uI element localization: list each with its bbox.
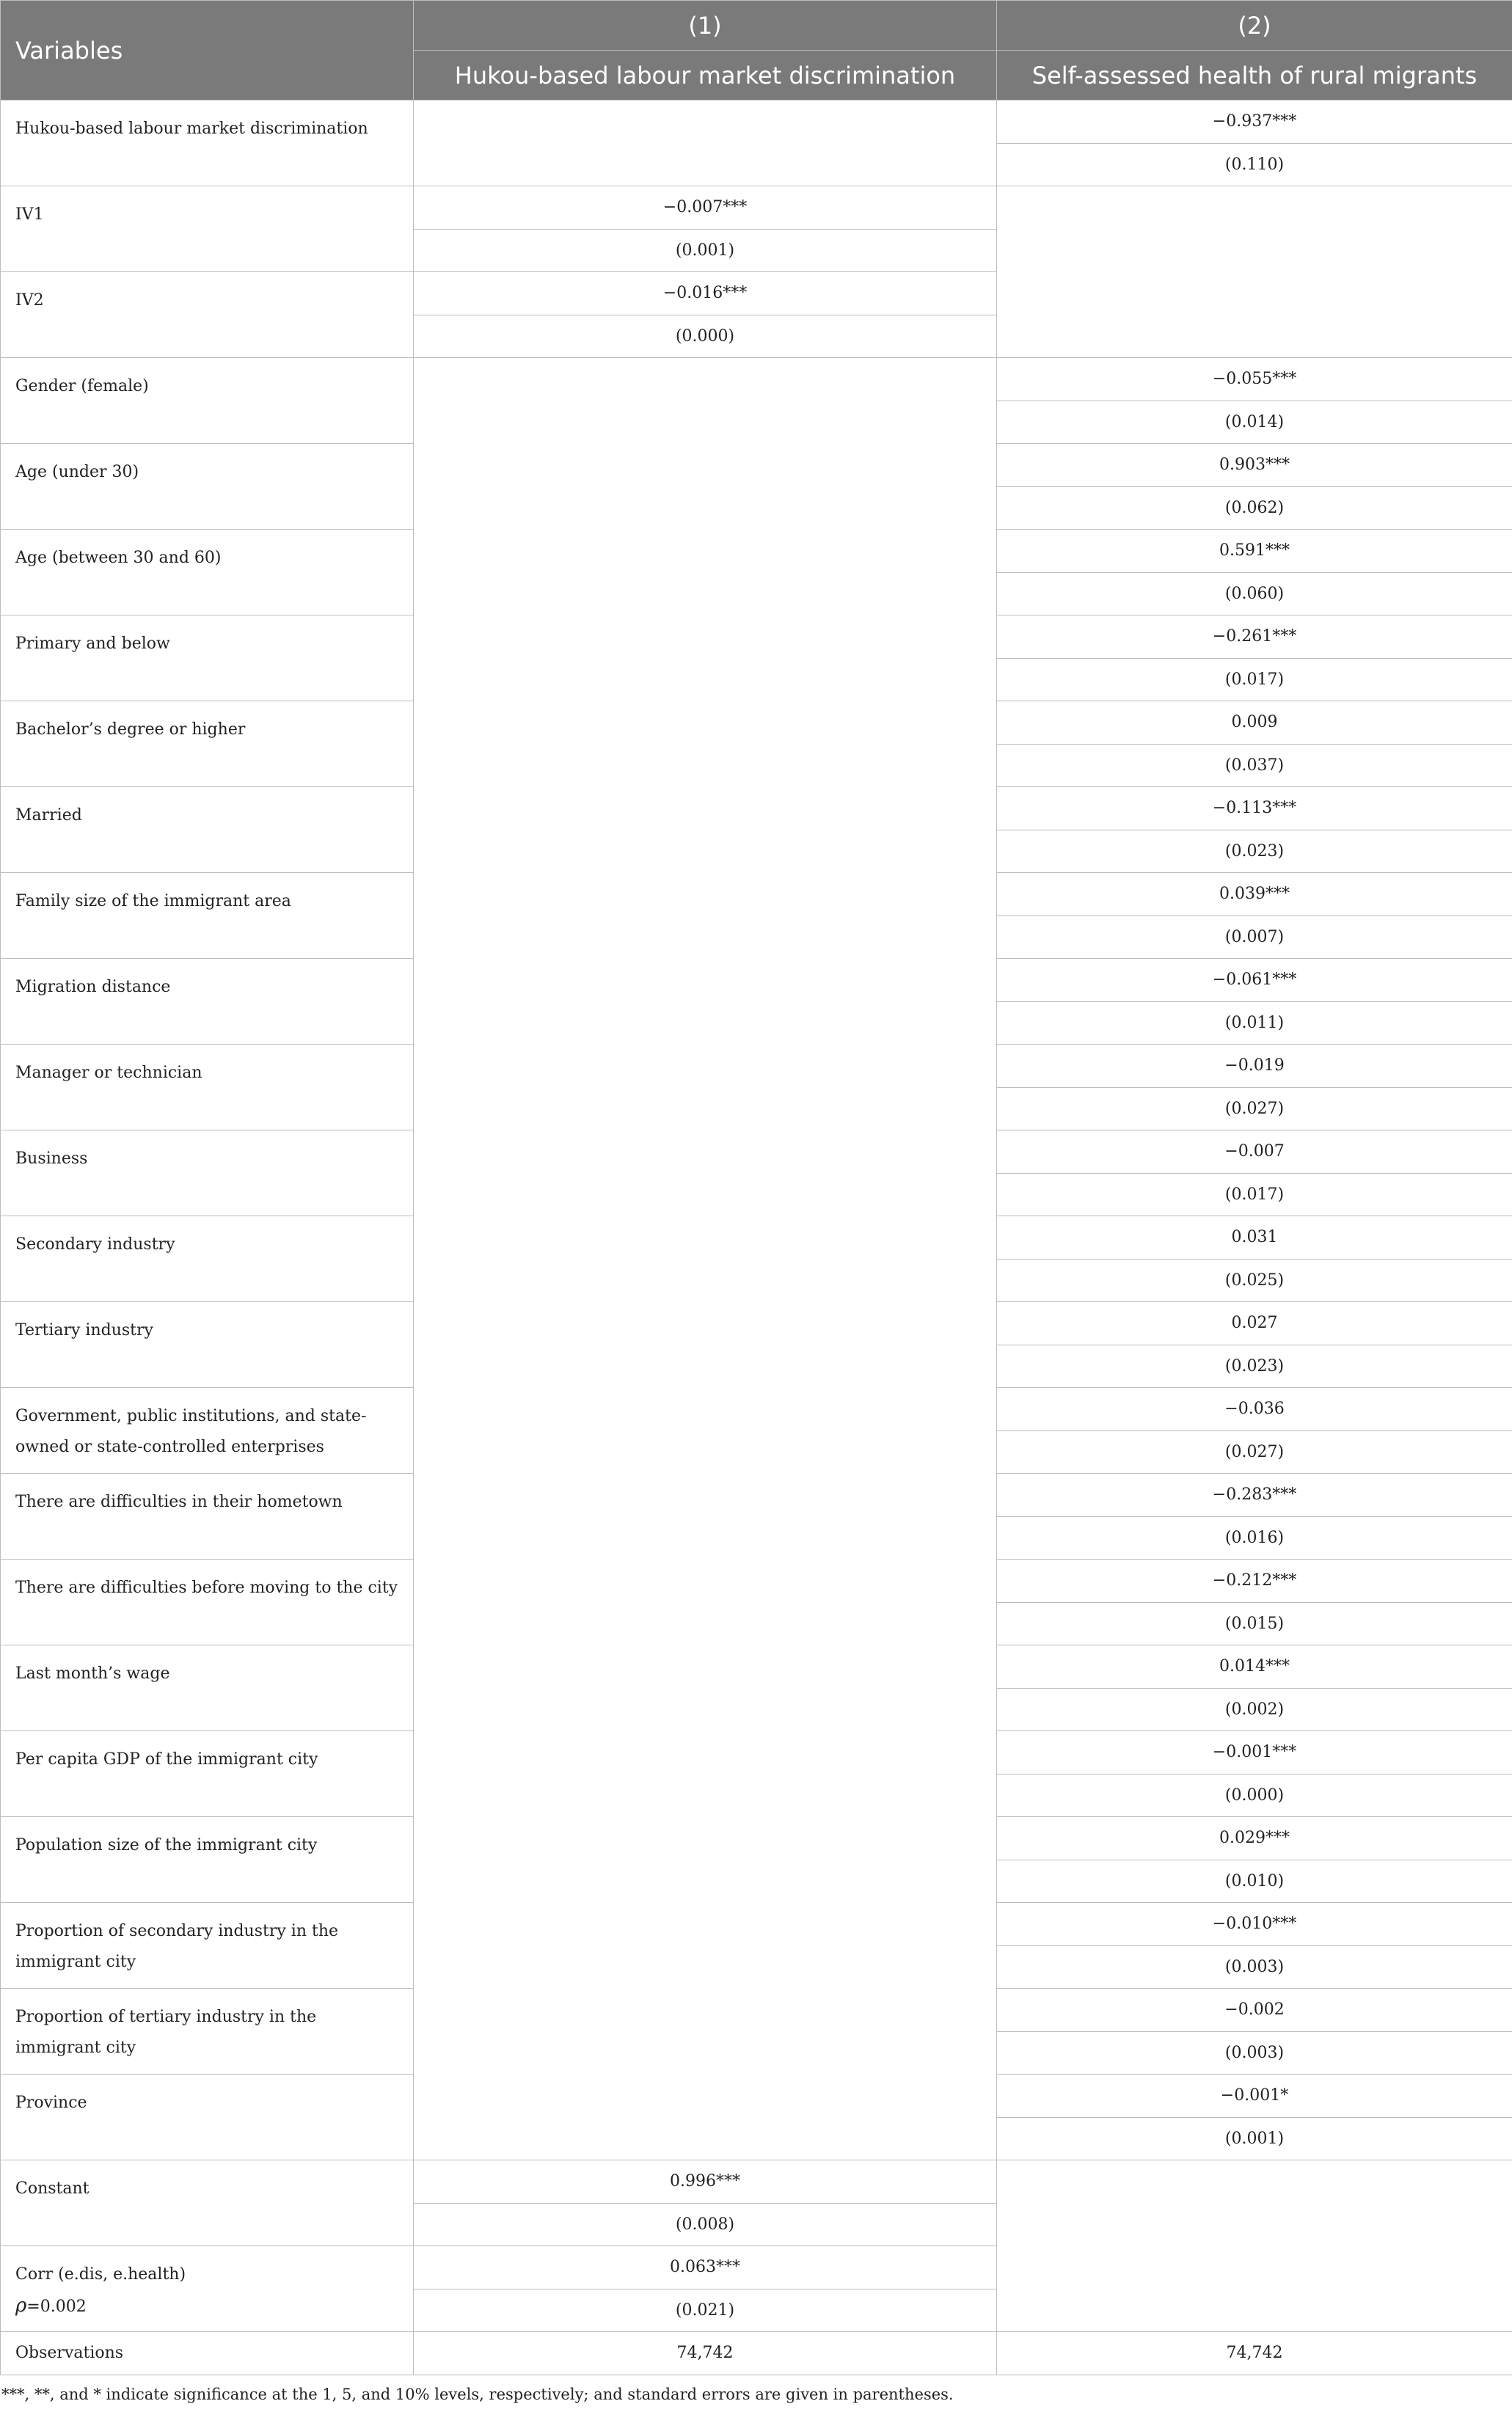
empty-cell xyxy=(997,186,1512,358)
table-row xyxy=(1,186,1512,230)
row-label-prop-secondary: Proportion of secondary industry in the immigrant city xyxy=(1,1903,414,1989)
coef-population-c2: 0.029*** xyxy=(997,1817,1512,1860)
se-tertiary-c2: (0.023) xyxy=(997,1345,1512,1388)
row-label-prop-tertiary: Proportion of tertiary industry in the immigrant city xyxy=(1,1989,414,2075)
row-label-before: There are difficulties before moving to the city xyxy=(1,1560,414,1645)
row-label-observations: Observations xyxy=(1,2332,414,2375)
table-row xyxy=(1,358,1512,401)
se-government-c2: (0.027) xyxy=(997,1430,1512,1474)
corr-label-text: Corr (e.dis, e.health) xyxy=(15,2265,186,2284)
row-label-secondary: Secondary industry xyxy=(1,1216,414,1302)
coef-tertiary-c2: 0.027 xyxy=(997,1302,1512,1345)
coef-bachelor-c2: 0.009 xyxy=(997,701,1512,745)
row-label-gdp: Per capita GDP of the immigrant city xyxy=(1,1731,414,1817)
coef-constant-c1: 0.996*** xyxy=(414,2160,997,2204)
table-row xyxy=(1,2332,1512,2375)
coef-business-c2: −0.007 xyxy=(997,1130,1512,1174)
se-secondary-c2: (0.025) xyxy=(997,1259,1512,1302)
se-business-c2: (0.017) xyxy=(997,1173,1512,1216)
row-label-province: Province xyxy=(1,2075,414,2160)
coef-hukou-c2: −0.937*** xyxy=(997,100,1512,144)
coef-gdp-c2: −0.001*** xyxy=(997,1731,1512,1775)
se-corr-c1: (0.021) xyxy=(414,2289,997,2332)
row-label-family: Family size of the immigrant area xyxy=(1,873,414,959)
table-footnote: ***, **, and * indicate significance at the 1, 5, and 10% levels, respectively; and standard errors are given in parentheses. xyxy=(1,2385,954,2403)
table-body xyxy=(1,100,1512,2375)
se-iv2-c1: (0.000) xyxy=(414,315,997,358)
row-label-bachelor: Bachelor’s degree or higher xyxy=(1,701,414,787)
se-province-c2: (0.001) xyxy=(997,2117,1512,2160)
se-constant-c1: (0.008) xyxy=(414,2203,997,2246)
coef-prop-secondary-c2: −0.010*** xyxy=(997,1903,1512,1946)
row-label-gender: Gender (female) xyxy=(1,358,414,444)
coef-family-c2: 0.039*** xyxy=(997,873,1512,916)
coef-corr-c1: 0.063*** xyxy=(414,2246,997,2289)
se-distance-c2: (0.011) xyxy=(997,1001,1512,1045)
row-label-age3060: Age (between 30 and 60) xyxy=(1,530,414,615)
table-row xyxy=(1,2160,1512,2204)
row-label-population: Population size of the immigrant city xyxy=(1,1817,414,1903)
header-col1-name: Hukou-based labour market discrimination xyxy=(414,51,997,100)
row-label-government: Government, public institutions, and state-owned or state-controlled enterprises xyxy=(1,1388,414,1474)
header-col2-number: (2) xyxy=(997,1,1512,51)
se-iv1-c1: (0.001) xyxy=(414,229,997,272)
row-label-hometown: There are difficulties in their hometown xyxy=(1,1474,414,1560)
row-label-manager: Manager or technician xyxy=(1,1045,414,1130)
table-row xyxy=(1,100,1512,144)
coef-before-c2: −0.212*** xyxy=(997,1560,1512,1603)
row-label-hukou: Hukou-based labour market discrimination xyxy=(1,100,414,186)
se-gender-c2: (0.014) xyxy=(997,401,1512,444)
header-variables: Variables xyxy=(1,1,414,100)
row-label-business: Business xyxy=(1,1130,414,1216)
empty-cell xyxy=(997,2160,1512,2332)
se-before-c2: (0.015) xyxy=(997,1602,1512,1645)
row-label-corr xyxy=(1,2246,414,2332)
header-col1-number: (1) xyxy=(414,1,997,51)
rho-value: =0.002 xyxy=(26,2298,87,2316)
row-label-age30: Age (under 30) xyxy=(1,444,414,530)
coef-age3060-c2: 0.591*** xyxy=(997,530,1512,573)
se-age3060-c2: (0.060) xyxy=(997,572,1512,615)
se-hometown-c2: (0.016) xyxy=(997,1516,1512,1560)
se-age30-c2: (0.062) xyxy=(997,486,1512,530)
se-family-c2: (0.007) xyxy=(997,916,1512,959)
coef-iv1-c1: −0.007*** xyxy=(414,186,997,230)
row-label-married: Married xyxy=(1,787,414,873)
se-bachelor-c2: (0.037) xyxy=(997,744,1512,787)
coef-secondary-c2: 0.031 xyxy=(997,1216,1512,1260)
se-primary-c2: (0.017) xyxy=(997,658,1512,701)
coef-province-c2: −0.001* xyxy=(997,2075,1512,2118)
se-population-c2: (0.010) xyxy=(997,1860,1512,1903)
row-label-iv1: IV1 xyxy=(1,186,414,272)
coef-iv2-c1: −0.016*** xyxy=(414,272,997,315)
se-prop-secondary-c2: (0.003) xyxy=(997,1945,1512,1989)
empty-cell xyxy=(414,358,997,2160)
header-col2-name: Self-assessed health of rural migrants xyxy=(997,51,1512,100)
se-wage-c2: (0.002) xyxy=(997,1688,1512,1731)
se-prop-tertiary-c2: (0.003) xyxy=(997,2031,1512,2075)
row-label-constant: Constant xyxy=(1,2160,414,2246)
coef-distance-c2: −0.061*** xyxy=(997,959,1512,1002)
coef-prop-tertiary-c2: −0.002 xyxy=(997,1989,1512,2032)
se-manager-c2: (0.027) xyxy=(997,1087,1512,1130)
observations-c2: 74,742 xyxy=(997,2332,1512,2375)
coef-hometown-c2: −0.283*** xyxy=(997,1474,1512,1517)
empty-cell xyxy=(414,100,997,186)
se-married-c2: (0.023) xyxy=(997,830,1512,873)
row-label-iv2: IV2 xyxy=(1,272,414,358)
row-label-wage: Last month’s wage xyxy=(1,1645,414,1731)
coef-primary-c2: −0.261*** xyxy=(997,615,1512,659)
coef-age30-c2: 0.903*** xyxy=(997,444,1512,487)
observations-c1: 74,742 xyxy=(414,2332,997,2375)
rho-symbol: ρ xyxy=(15,2295,27,2317)
coef-wage-c2: 0.014*** xyxy=(997,1645,1512,1689)
row-label-primary: Primary and below xyxy=(1,615,414,701)
coef-government-c2: −0.036 xyxy=(997,1388,1512,1431)
table-header xyxy=(1,1,1512,100)
coef-manager-c2: −0.019 xyxy=(997,1045,1512,1088)
row-label-tertiary: Tertiary industry xyxy=(1,1302,414,1388)
se-hukou-c2: (0.110) xyxy=(997,143,1512,186)
row-label-distance: Migration distance xyxy=(1,959,414,1045)
se-gdp-c2: (0.000) xyxy=(997,1774,1512,1817)
coef-married-c2: −0.113*** xyxy=(997,787,1512,830)
coef-gender-c2: −0.055*** xyxy=(997,358,1512,401)
